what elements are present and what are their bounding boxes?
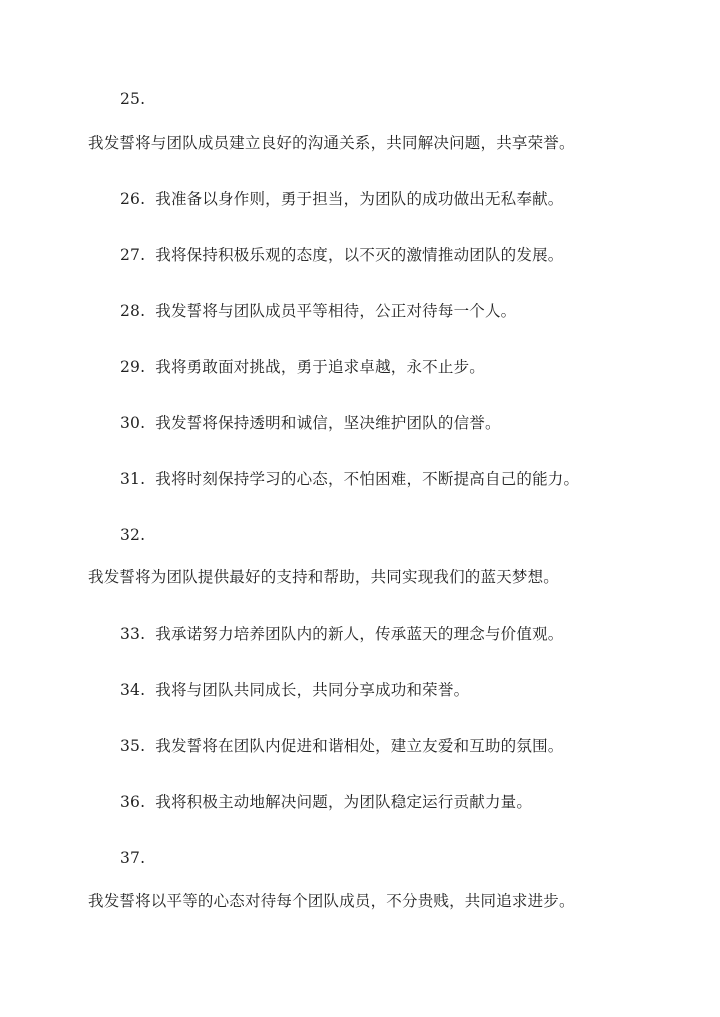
list-item <box>120 189 563 209</box>
item-text: 我发誓将与团队成员建立良好的沟通关系，共同解决问题，共享荣誉。 <box>88 134 575 152</box>
item-text: 我发誓将为团队提供最好的支持和帮助，共同实现我们的蓝天梦想。 <box>88 568 560 586</box>
item-number: 33. <box>120 625 146 643</box>
list-item <box>120 792 532 812</box>
list-item <box>120 301 516 321</box>
item-text: 我将积极主动地解决问题，为团队稳定运行贡献力量。 <box>155 793 533 811</box>
list-item <box>120 469 579 489</box>
item-number: 36. <box>120 793 146 811</box>
item-number: 35. <box>120 737 146 755</box>
item-text: 我发誓将在团队内促进和谐相处，建立友爱和互助的氛围。 <box>155 737 564 755</box>
item-text: 我发誓将与团队成员平等相待，公正对待每一个人。 <box>155 302 517 320</box>
item-number: 27. <box>120 246 146 264</box>
item-text: 我将勇敢面对挑战，勇于追求卓越，永不止步。 <box>155 358 485 376</box>
item-text: 我准备以身作则，勇于担当，为团队的成功做出无私奉献。 <box>155 190 564 208</box>
item-number: 28. <box>120 302 146 320</box>
list-item <box>120 736 563 756</box>
item-number: 25. <box>120 90 146 108</box>
item-number: 34. <box>120 681 146 699</box>
item-text: 我发誓将以平等的心态对待每个团队成员，不分贵贱，共同追求进步。 <box>88 892 575 910</box>
item-text: 我承诺努力培养团队内的新人，传承蓝天的理念与价值观。 <box>155 625 564 643</box>
item-number: 29. <box>120 358 146 376</box>
item-number: 37. <box>120 849 146 867</box>
item-text: 我将保持积极乐观的态度，以不灭的激情推动团队的发展。 <box>155 246 564 264</box>
item-number: 26. <box>120 190 146 208</box>
list-item <box>120 357 485 377</box>
item-text: 我将与团队共同成长，共同分享成功和荣誉。 <box>155 681 470 699</box>
item-text: 我将时刻保持学习的心态，不怕困难，不断提高自己的能力。 <box>155 470 580 488</box>
list-item <box>120 245 563 265</box>
list-item <box>120 680 469 700</box>
item-text: 我发誓将保持透明和诚信，坚决维护团队的信誉。 <box>155 414 501 432</box>
item-number: 30. <box>120 414 146 432</box>
item-number: 32. <box>120 526 146 544</box>
item-number: 31. <box>120 470 146 488</box>
list-item <box>120 413 501 433</box>
list-item <box>120 624 563 644</box>
